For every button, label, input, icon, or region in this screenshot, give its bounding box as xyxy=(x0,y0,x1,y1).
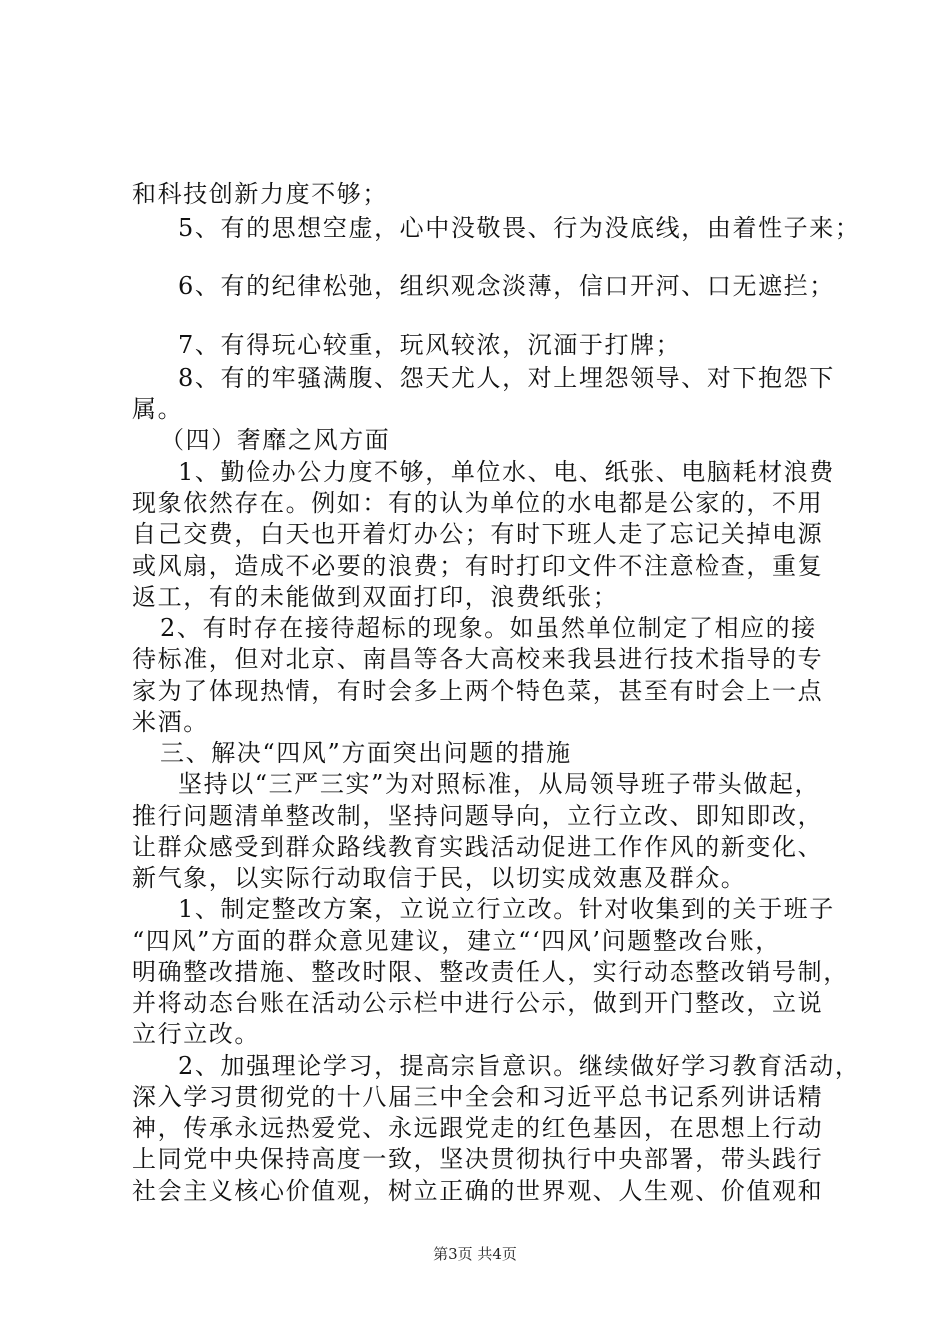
body-line: 坚持以“三严三实”为对照标准，从局领导班子带头做起， xyxy=(178,770,821,798)
section-heading: 三、解决“四风”方面突出问题的措施 xyxy=(160,739,572,767)
section-heading: （四）奢靡之风方面 xyxy=(160,426,391,454)
body-line: 5、有的思想空虚，心中没敬畏、行为没底线，由着性子来； xyxy=(178,214,861,242)
body-line: 待标准，但对北京、南昌等各大高校来我县进行技术指导的专 xyxy=(132,645,824,673)
body-line: 现象依然存在。例如：有的认为单位的水电都是公家的，不用 xyxy=(132,489,824,517)
body-line: 6、有的纪律松弛，组织观念淡薄，信口开河、口无遮拦； xyxy=(178,272,835,300)
body-line: 1、制定整改方案，立说立行立改。针对收集到的关于班子 xyxy=(178,895,835,923)
body-line: 家为了体现热情，有时会多上两个特色菜，甚至有时会上一点 xyxy=(132,677,824,705)
body-line: 神，传承永远热爱党、永远跟党走的红色基因，在思想上行动 xyxy=(132,1114,824,1142)
body-line: 深入学习贯彻党的十八届三中全会和习近平总书记系列讲话精 xyxy=(132,1083,824,1111)
body-line: 7、有得玩心较重，玩风较浓，沉湎于打牌； xyxy=(178,331,682,359)
body-line: 让群众感受到群众路线教育实践活动促进工作作风的新变化、 xyxy=(132,833,824,861)
body-line: 上同党中央保持高度一致，坚决贯彻执行中央部署，带头践行 xyxy=(132,1145,824,1173)
body-line: 推行问题清单整改制，坚持问题导向，立行立改、即知即改， xyxy=(132,802,824,830)
body-line: 明确整改措施、整改时限、整改责任人，实行动态整改销号制， xyxy=(132,958,849,986)
body-line: 新气象，以实际行动取信于民，以切实成效惠及群众。 xyxy=(132,864,747,892)
body-line: 2、加强理论学习，提高宗旨意识。继续做好学习教育活动， xyxy=(178,1052,861,1080)
page-footer: 第3页 共4页 xyxy=(433,1245,517,1263)
body-line: 属。 xyxy=(132,395,184,423)
body-line: 和科技创新力度不够； xyxy=(132,180,388,208)
body-line: “四风”方面的群众意见建议，建立“‘四风’问题整改台账， xyxy=(132,927,781,955)
body-line: 或风扇，造成不必要的浪费；有时打印文件不注意检查，重复 xyxy=(132,552,824,580)
body-line: 2、有时存在接待超标的现象。如虽然单位制定了相应的接 xyxy=(160,614,817,642)
body-line: 1、勤俭办公力度不够，单位水、电、纸张、电脑耗材浪费 xyxy=(178,458,835,486)
body-line: 返工，有的未能做到双面打印，浪费纸张； xyxy=(132,583,619,611)
body-line: 自己交费，白天也开着灯办公；有时下班人走了忘记关掉电源 xyxy=(132,520,824,548)
body-line: 立行立改。 xyxy=(132,1020,260,1048)
body-line: 并将动态台账在活动公示栏中进行公示，做到开门整改，立说 xyxy=(132,989,824,1017)
body-line: 米酒。 xyxy=(132,708,209,736)
body-line: 8、有的牢骚满腹、怨天尤人，对上埋怨领导、对下抱怨下 xyxy=(178,364,835,392)
body-line: 社会主义核心价值观，树立正确的世界观、人生观、价值观和 xyxy=(132,1177,824,1205)
